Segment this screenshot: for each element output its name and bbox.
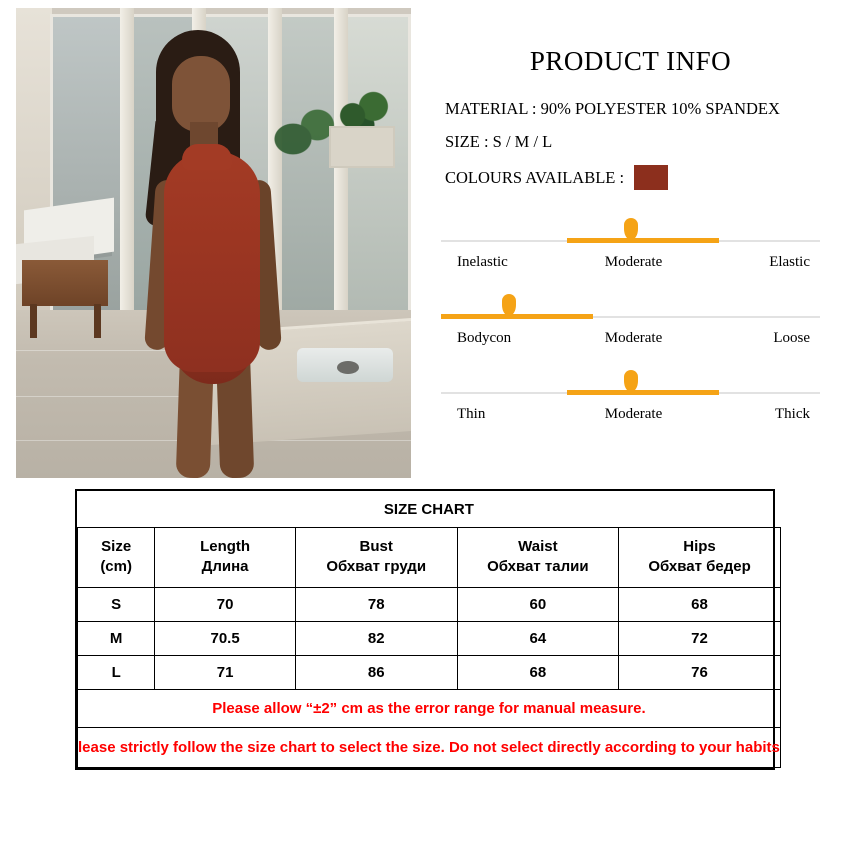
scale-pin-icon bbox=[624, 370, 638, 392]
scale-label-left: Inelastic bbox=[457, 254, 508, 270]
scale-label-middle: Moderate bbox=[604, 330, 663, 346]
cell-size: M bbox=[78, 621, 155, 655]
cell-size: L bbox=[78, 655, 155, 689]
wood-table bbox=[22, 260, 108, 306]
pool-drain bbox=[337, 361, 359, 374]
face bbox=[172, 56, 230, 132]
colours-row bbox=[445, 165, 820, 190]
model-figure bbox=[120, 30, 310, 478]
scale-elasticity bbox=[441, 214, 820, 290]
material-line: MATERIAL : 90% POLYESTER 10% SPANDEX bbox=[445, 99, 780, 118]
bodysuit bbox=[164, 152, 260, 372]
cell-length: 71 bbox=[155, 655, 296, 689]
cell-length: 70.5 bbox=[155, 621, 296, 655]
product-info-title: PRODUCT INFO bbox=[529, 46, 732, 76]
scale-label-middle: Moderate bbox=[604, 406, 663, 422]
scale-label-left: Bodycon bbox=[457, 330, 512, 346]
scale-label-right: Loose bbox=[773, 330, 811, 346]
bodysuit-collar bbox=[182, 144, 232, 170]
scale-pin-icon bbox=[502, 294, 516, 316]
cell-hips: 76 bbox=[619, 655, 781, 689]
scale-fill bbox=[567, 238, 719, 243]
header-length: Length Длина bbox=[155, 528, 296, 588]
table-leg bbox=[30, 304, 37, 338]
cell-length: 70 bbox=[155, 587, 296, 621]
scale-label-left: Thin bbox=[457, 406, 486, 422]
table-row bbox=[78, 621, 781, 655]
size-selection-note: lease strictly follow the size chart to select the size. Do not select directly according to your habits bbox=[78, 727, 781, 767]
header-waist: Waist Обхват талии bbox=[457, 528, 619, 588]
size-chart bbox=[75, 489, 780, 770]
scale-fit bbox=[441, 290, 820, 366]
scale-label-right: Elastic bbox=[769, 254, 811, 270]
cell-waist: 68 bbox=[457, 655, 619, 689]
table-leg bbox=[94, 304, 101, 338]
size-chart-title: SIZE CHART bbox=[78, 491, 781, 528]
cell-waist: 64 bbox=[457, 621, 619, 655]
cell-bust: 78 bbox=[295, 587, 457, 621]
planter-box bbox=[329, 126, 395, 168]
colour-swatch[interactable] bbox=[634, 165, 668, 190]
cell-size: S bbox=[78, 587, 155, 621]
scale-fill bbox=[441, 314, 593, 319]
scale-labels bbox=[441, 406, 820, 423]
table-row bbox=[78, 655, 781, 689]
scale-label-right: Thick bbox=[775, 406, 811, 422]
header-size: Size (cm) bbox=[78, 528, 155, 588]
scale-labels bbox=[441, 330, 820, 347]
cell-hips: 72 bbox=[619, 621, 781, 655]
measure-note: Please allow “±2” cm as the error range for manual measure. bbox=[78, 689, 781, 727]
product-info-panel bbox=[411, 0, 850, 478]
header-hips: Hips Обхват бедер bbox=[619, 528, 781, 588]
header-bust: Bust Обхват груди bbox=[295, 528, 457, 588]
scale-fill bbox=[567, 390, 719, 395]
scale-thickness bbox=[441, 366, 820, 442]
scale-pin-icon bbox=[624, 218, 638, 240]
scale-label-middle: Moderate bbox=[604, 254, 663, 270]
product-photo bbox=[16, 8, 411, 478]
scale-labels bbox=[441, 254, 820, 271]
attribute-scales bbox=[441, 214, 820, 442]
size-line: SIZE : S / M / L bbox=[445, 132, 553, 151]
cell-waist: 60 bbox=[457, 587, 619, 621]
cell-bust: 82 bbox=[295, 621, 457, 655]
cell-bust: 86 bbox=[295, 655, 457, 689]
cell-hips: 68 bbox=[619, 587, 781, 621]
size-chart-header-row bbox=[78, 528, 781, 588]
colours-label: COLOURS AVAILABLE : bbox=[445, 167, 625, 187]
table-row bbox=[78, 587, 781, 621]
